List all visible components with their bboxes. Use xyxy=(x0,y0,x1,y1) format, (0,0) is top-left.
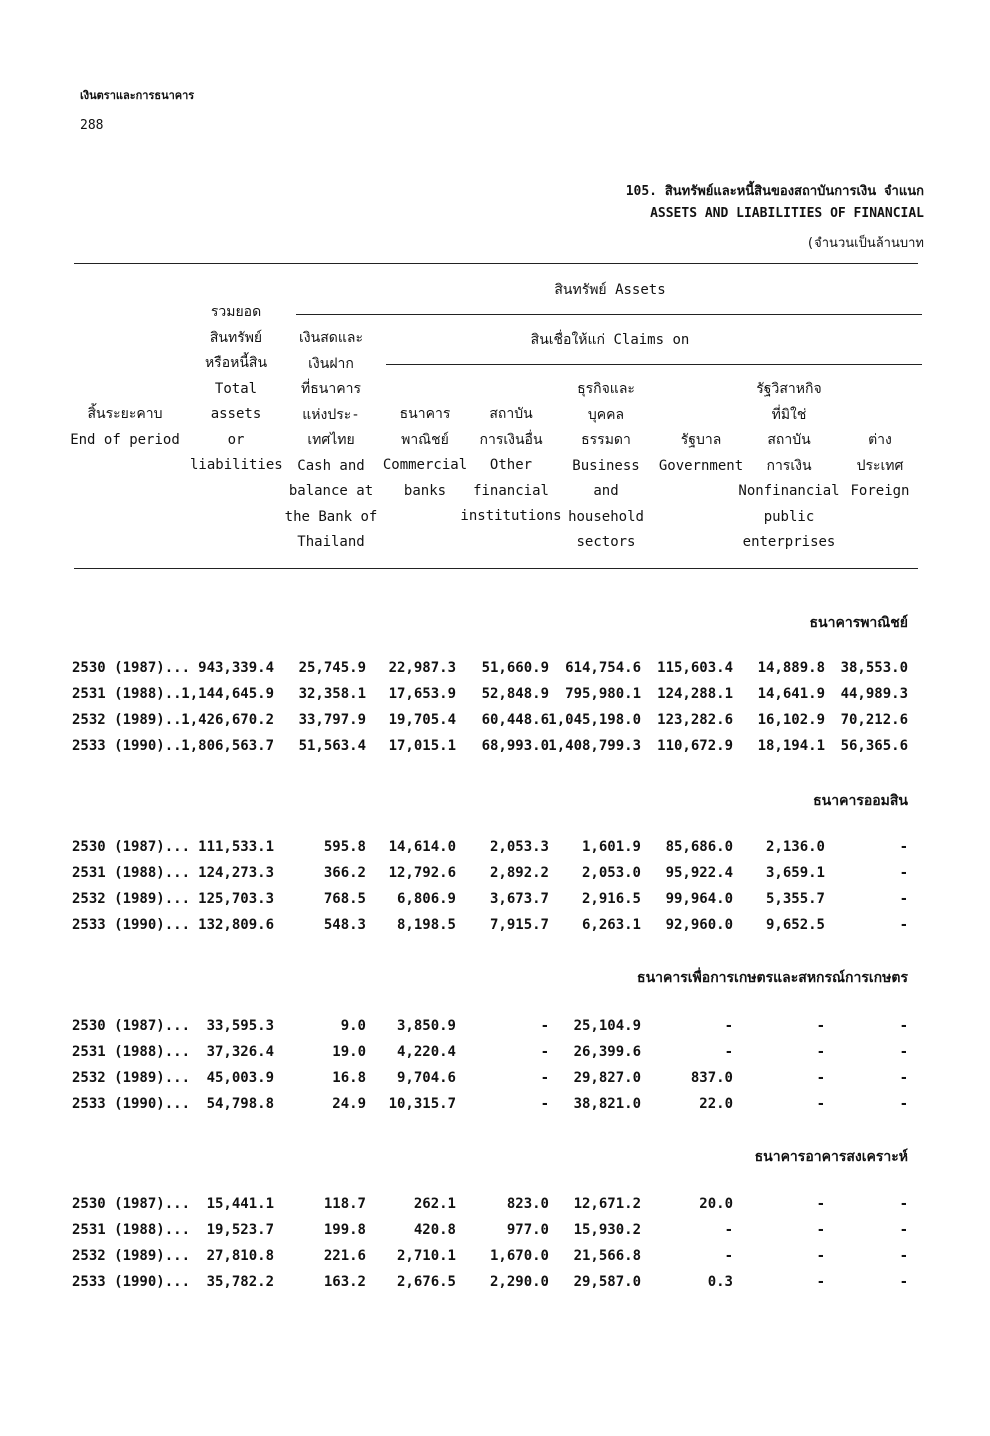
running-head: เงินตราและการธนาคาร xyxy=(80,89,195,102)
table-row: 2532 (1989)... 45,003.9 16.8 9,704.6 - 29,827.0 837.0 - - xyxy=(72,1070,908,1086)
col-header-foreign: ต่าง ประเทศ Foreign xyxy=(850,432,910,499)
table-title-thai: 105. สินทรัพย์และหนี้สินของสถาบันการเงิน จำแนก xyxy=(625,184,924,199)
section-label: ธนาคารออมสิน xyxy=(813,793,908,809)
section-label: ธนาคารอาคารสงเคราะห์ xyxy=(754,1149,908,1165)
header-bottom-rule xyxy=(74,568,918,569)
claims-group-header: สินเชื่อให้แก่ Claims on xyxy=(530,332,690,348)
table-row: 2531 (1988)... 124,273.3 366.2 12,792.6 2,892.2 2,053.0 95,922.4 3,659.1 - xyxy=(72,865,908,881)
assets-group-header: สินทรัพย์ Assets xyxy=(554,282,666,298)
table-row: 2532 (1989)... 27,810.8 221.6 2,710.1 1,670.0 21,566.8 - - - xyxy=(72,1248,908,1264)
assets-rule xyxy=(296,314,922,315)
unit-note: (จำนวนเป็นล้านบาท xyxy=(806,236,924,251)
page-number: 288 xyxy=(80,118,104,133)
table-row: 2531 (1988)... 1,144,645.9 32,358.1 17,653.9 52,848.9 795,980.1 124,288.1 14,641.9 44,989.3 xyxy=(72,686,908,702)
table-row: 2530 (1987)... 15,441.1 118.7 262.1 823.0 12,671.2 20.0 - - xyxy=(72,1196,908,1212)
table-row: 2533 (1990)... 35,782.2 163.2 2,676.5 2,290.0 29,587.0 0.3 - - xyxy=(72,1274,908,1290)
table-row: 2533 (1990)... 1,806,563.7 51,563.4 17,015.1 68,993.0 1,408,799.3 110,672.9 18,194.1 56,365.6 xyxy=(72,738,908,754)
col-header-nonfinancial: รัฐวิสาหกิจ ที่มิใช่ สถาบัน การเงิน Nonfinancial public enterprises xyxy=(738,381,840,550)
col-header-total: รวมยอด สินทรัพย์ หรือหนี้สิน Total assets or liabilities xyxy=(190,304,283,473)
table-row: 2531 (1988)... 37,326.4 19.0 4,220.4 - 26,399.6 - - - xyxy=(72,1044,908,1060)
col-header-period: สิ้นระยะคาบ End of period xyxy=(70,406,180,448)
table-row: 2532 (1989)... 125,703.3 768.5 6,806.9 3,673.7 2,916.5 99,964.0 5,355.7 - xyxy=(72,891,908,907)
table-title-english: ASSETS AND LIABILITIES OF FINANCIAL xyxy=(650,206,924,221)
col-header-other-financial: สถาบัน การเงินอื่น Other financial institutions xyxy=(460,406,562,524)
table-row: 2532 (1989)... 1,426,670.2 33,797.9 19,705.4 60,448.6 1,045,198.0 123,282.6 16,102.9 70,212.6 xyxy=(72,712,908,728)
table-row: 2530 (1987)... 943,339.4 25,745.9 22,987.3 51,660.9 614,754.6 115,603.4 14,889.8 38,553.0 xyxy=(72,660,908,676)
section-label: ธนาคารพาณิชย์ xyxy=(809,615,908,631)
table-row: 2530 (1987)... 33,595.3 9.0 3,850.9 - 25,104.9 - - - xyxy=(72,1018,908,1034)
col-header-cash: เงินสดและ เงินฝาก ที่ธนาคาร แห่งประ- เทศไทย Cash and balance at the Bank of Thailand xyxy=(284,330,378,550)
col-header-business: ธุรกิจและ บุคคล ธรรมดา Business and household sectors xyxy=(568,381,644,550)
col-header-commercial: ธนาคาร พาณิชย์ Commercial banks xyxy=(382,406,468,499)
table-row: 2530 (1987)... 111,533.1 595.8 14,614.0 2,053.3 1,601.9 85,686.0 2,136.0 - xyxy=(72,839,908,855)
table-row: 2533 (1990)... 54,798.8 24.9 10,315.7 - 38,821.0 22.0 - - xyxy=(72,1096,908,1112)
top-rule xyxy=(74,263,918,264)
table-row: 2533 (1990)... 132,809.6 548.3 8,198.5 7,915.7 6,263.1 92,960.0 9,652.5 - xyxy=(72,917,908,933)
col-header-government: รัฐบาล Government xyxy=(658,432,744,474)
claims-rule xyxy=(386,364,922,365)
table-row: 2531 (1988)... 19,523.7 199.8 420.8 977.0 15,930.2 - - - xyxy=(72,1222,908,1238)
section-label: ธนาคารเพื่อการเกษตรและสหกรณ์การเกษตร xyxy=(637,970,908,986)
